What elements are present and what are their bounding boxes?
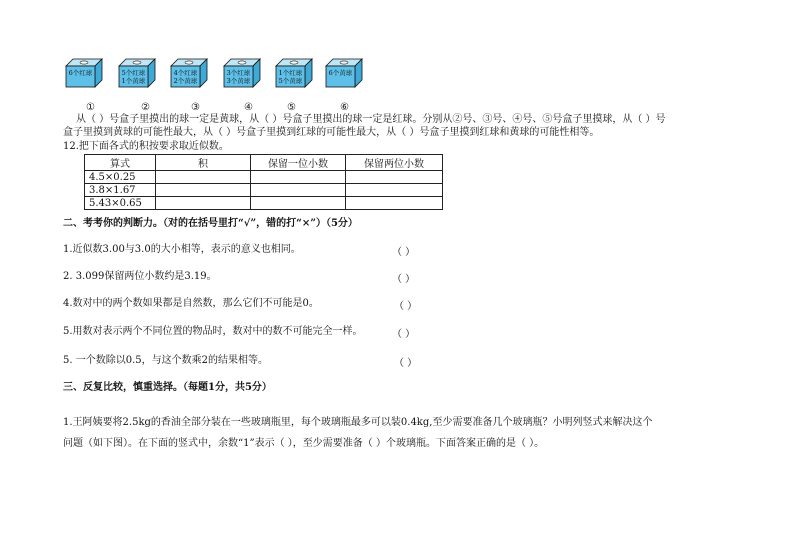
box-label: 6个黄球 [328,69,353,77]
table-cell-answer[interactable] [251,197,346,210]
box-number: ③ [191,102,200,113]
judge-answer-paren[interactable]: （ ） [394,358,418,369]
box-number: ④ [244,102,253,113]
judge-item-text: 1.近似数3.00与3.0的大小相等，表示的意义也相同。 [63,244,301,255]
table-header: 保留一位小数 [251,155,346,171]
box-label: 6个红球 [68,69,93,77]
table-cell-answer[interactable] [156,184,251,197]
table-cell-expression: 5.43×0.65 [85,197,156,210]
table-row [85,197,443,210]
table-cell-answer[interactable] [346,171,443,184]
table-header: 保留两位小数 [346,155,443,171]
ball-box-1 [65,56,103,86]
ball-box-5 [275,56,313,86]
table-cell-expression: 4.5×0.25 [85,171,156,184]
judge-answer-paren[interactable]: （ ） [394,301,418,312]
box-label: 4个红球 2个黄球 [173,69,198,85]
box-number: ② [141,102,150,113]
table-cell-answer[interactable] [346,197,443,210]
judge-item-text: 5.用数对表示两个不同位置的物品时，数对中的数不可能完全一样。 [63,326,363,337]
ball-box-6 [325,56,363,86]
box-number: ⑤ [287,102,296,113]
table-cell-answer[interactable] [346,184,443,197]
table-header: 算式 [85,155,156,171]
q12-title: 12.把下面各式的积按要求取近似数。 [63,141,229,152]
choice-q1-line1: 1.王阿姨要将2.5kg的香油全部分装在一些玻璃瓶里，每个玻璃瓶最多可以装0.4kg,至少需要准备几个玻璃瓶？小明列竖式来解决这个 [63,417,653,428]
ball-box-2 [118,56,156,86]
table-cell-answer[interactable] [156,197,251,210]
judge-answer-paren[interactable]: （ ） [392,274,416,285]
q11-line1: 从（ ）号盒子里摸出的球一定是黄球，从（ ）号盒子里摸出的球一定是红球。分别从②号、③号、④号、⑤号盒子里摸球，从（ ）号 [76,114,666,125]
rounding-table [84,154,443,210]
judge-answer-paren[interactable]: （ ） [392,247,416,258]
box-label: 5个红球 1个黄球 [121,69,146,85]
box-number: ① [86,102,95,113]
section3-title: 三、反复比较，慎重选择。（每题1分，共5分） [63,382,272,393]
judge-item-text: 4.数对中的两个数如果都是自然数，那么它们不可能是0。 [63,298,319,309]
table-cell-answer[interactable] [156,171,251,184]
q11-line2: 盒子里摸到黄球的可能性最大，从（ ）号盒子里摸到红球的可能性最大，从（ ）号盒子里摸到红球和黄球的可能性相等。 [63,127,600,138]
table-cell-answer[interactable] [251,171,346,184]
table-row [85,171,443,184]
box-label: 1个红球 5个黄球 [278,69,303,85]
judge-item-text: 5. 一个数除以0.5，与这个数乘2的结果相等。 [63,355,268,366]
table-cell-answer[interactable] [251,184,346,197]
box-label: 3个红球 3个黄球 [226,69,251,85]
choice-q1-line2: 问题（如下图）。在下面的竖式中，余数“1”表示（ ），至少需要准备（ ）个玻璃瓶。下面答案正确的是（ ）。 [63,438,545,449]
ball-box-4 [223,56,261,86]
table-header-row [85,155,443,171]
box-number: ⑥ [340,102,349,113]
table-cell-expression: 3.8×1.67 [85,184,156,197]
judge-item-text: 2. 3.099保留两位小数约是3.19。 [63,271,217,282]
ball-box-3 [170,56,208,86]
judge-answer-paren[interactable]: （ ） [392,329,416,340]
section2-title: 二、考考你的判断力。（对的在括号里打“√”，错的打“×”）（5分） [63,218,358,229]
table-header: 积 [156,155,251,171]
table-row [85,184,443,197]
